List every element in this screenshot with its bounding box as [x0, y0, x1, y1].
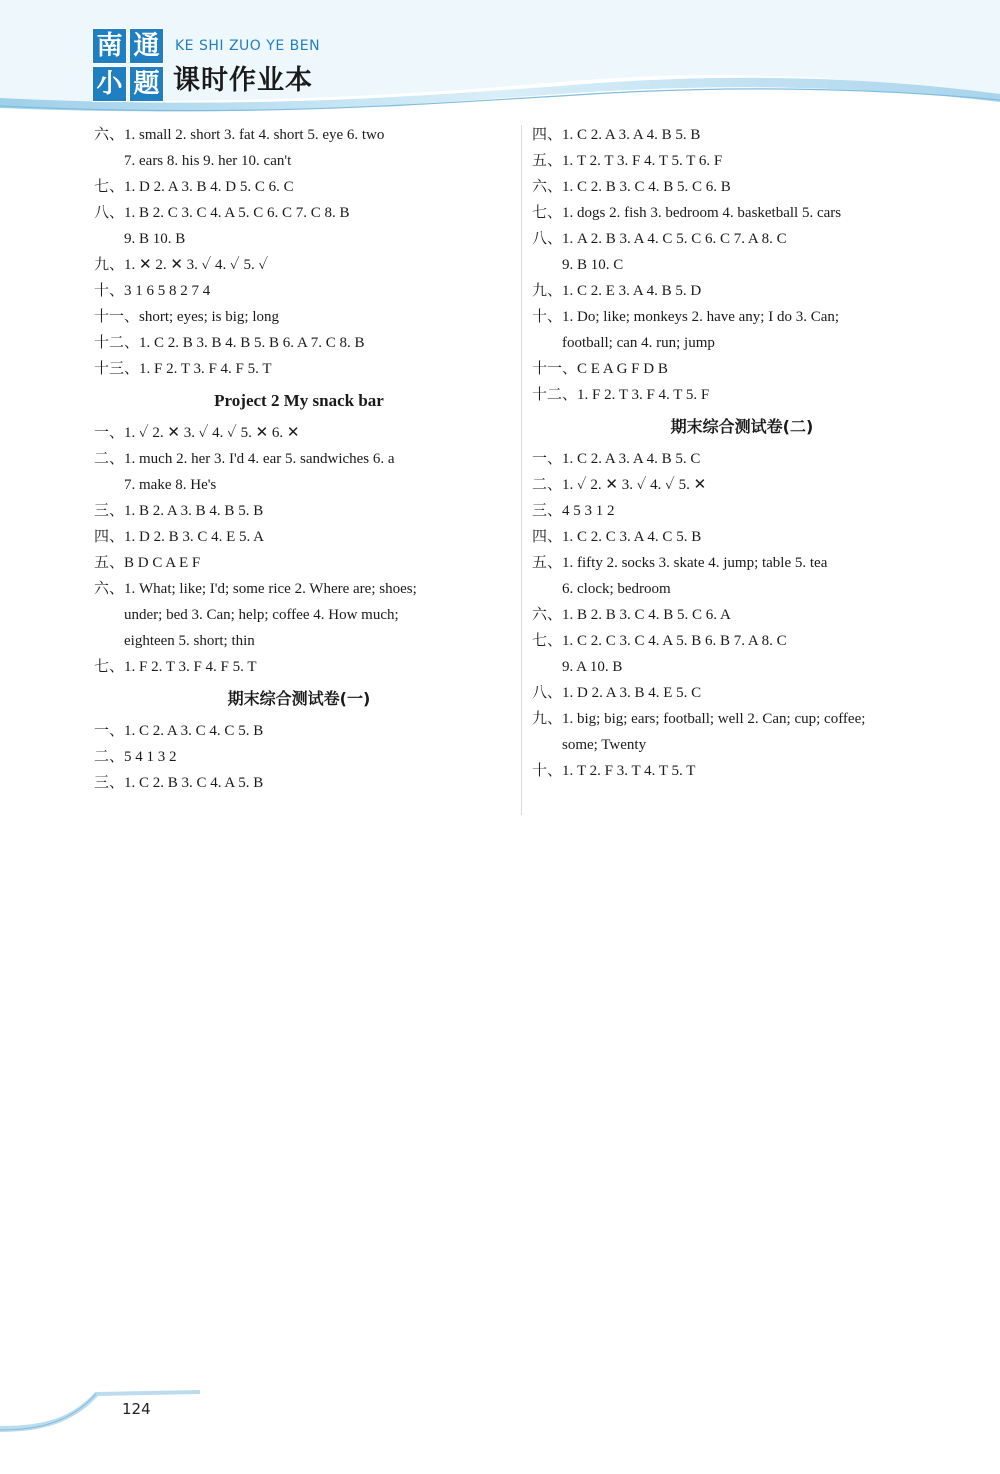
answer-line: 七、1. C 2. C 3. C 4. A 5. B 6. B 7. A 8. C [532, 633, 787, 649]
answer-line-continued: under; bed 3. Can; help; coffee 4. How much; [124, 607, 399, 623]
answer-column-left [94, 122, 504, 796]
brand-title: 课时作业本 [173, 65, 313, 96]
page-number: 124 [122, 1400, 151, 1418]
answer-line: 八、1. A 2. B 3. A 4. C 5. C 6. C 7. A 8. C [532, 231, 787, 247]
section-title: 期末综合测试卷(一) [227, 689, 371, 708]
answer-line: 八、1. B 2. C 3. C 4. A 5. C 6. C 7. C 8. B [94, 205, 350, 221]
answer-line: 三、1. C 2. B 3. C 4. A 5. B [94, 775, 264, 791]
answer-line: 十、3 1 6 5 8 2 7 4 [94, 283, 211, 299]
answer-line: 四、1. D 2. B 3. C 4. E 5. A [94, 529, 265, 545]
section-title: Project 2 My snack bar [214, 391, 384, 410]
answer-line: 二、1. much 2. her 3. I'd 4. ear 5. sandwiches 6. a [94, 451, 395, 467]
answer-line: 一、1. C 2. A 3. A 4. B 5. C [532, 451, 701, 467]
brand-pinyin: KE SHI ZUO YE BEN [175, 38, 321, 54]
answer-line: 九、1. C 2. E 3. A 4. B 5. D [532, 283, 702, 299]
column-divider [521, 125, 522, 815]
answer-line: 一、1. ✓ 2. ✕ 3. ✓ 4. ✓ 5. ✕ 6. ✕ [94, 425, 300, 441]
answer-line-continued: some; Twenty [562, 737, 647, 753]
answer-column-right [532, 122, 952, 784]
answer-line: 九、1. big; big; ears; football; well 2. Can; cup; coffee; [532, 711, 866, 727]
answer-line: 七、1. F 2. T 3. F 4. F 5. T [94, 659, 257, 675]
answer-line: 六、1. C 2. B 3. C 4. B 5. C 6. B [532, 179, 731, 195]
brand-logo [92, 28, 164, 98]
answer-line: 二、1. ✓ 2. ✕ 3. ✓ 4. ✓ 5. ✕ [532, 477, 707, 493]
footer-decoration [0, 1380, 240, 1440]
logo-char: 题 [129, 66, 164, 102]
logo-char: 南 [92, 28, 127, 64]
answer-line: 十一、short; eyes; is big; long [94, 309, 279, 325]
answer-line: 十一、C E A G F D B [532, 361, 668, 377]
logo-char: 小 [92, 66, 127, 102]
answer-line: 五、1. fifty 2. socks 3. skate 4. jump; table 5. tea [532, 555, 828, 571]
answer-line: 十二、1. F 2. T 3. F 4. T 5. F [532, 387, 710, 403]
answer-line: 四、1. C 2. A 3. A 4. B 5. B [532, 127, 701, 143]
answer-line: 二、5 4 1 3 2 [94, 749, 177, 765]
logo-char: 通 [129, 28, 164, 64]
page-header [0, 0, 1000, 120]
answer-line: 十三、1. F 2. T 3. F 4. F 5. T [94, 361, 272, 377]
answer-line: 八、1. D 2. A 3. B 4. E 5. C [532, 685, 702, 701]
answer-line-continued: 9. B 10. B [124, 231, 186, 247]
answer-line-continued: 9. A 10. B [562, 659, 623, 675]
answer-line: 三、4 5 3 1 2 [532, 503, 615, 519]
answer-line-continued: 6. clock; bedroom [562, 581, 671, 597]
answer-line: 十、1. T 2. F 3. T 4. T 5. T [532, 763, 696, 779]
answer-line: 六、1. What; like; I'd; some rice 2. Where are; shoes; [94, 581, 417, 597]
answer-line-continued: 7. make 8. He's [124, 477, 217, 493]
section-title: 期末综合测试卷(二) [670, 417, 814, 436]
answer-line: 十二、1. C 2. B 3. B 4. B 5. B 6. A 7. C 8. B [94, 335, 365, 351]
answer-line-continued: football; can 4. run; jump [562, 335, 715, 351]
answer-line: 十、1. Do; like; monkeys 2. have any; I do 3. Can; [532, 309, 840, 325]
answer-line: 六、1. B 2. B 3. C 4. B 5. C 6. A [532, 607, 731, 623]
answer-line: 五、B D C A E F [94, 555, 201, 571]
answer-line: 四、1. C 2. C 3. A 4. C 5. B [532, 529, 702, 545]
answer-line: 六、1. small 2. short 3. fat 4. short 5. eye 6. two [94, 127, 385, 143]
answer-line: 七、1. D 2. A 3. B 4. D 5. C 6. C [94, 179, 294, 195]
answer-line-continued: 9. B 10. C [562, 257, 624, 273]
answer-line: 三、1. B 2. A 3. B 4. B 5. B [94, 503, 264, 519]
answer-line: 五、1. T 2. T 3. F 4. T 5. T 6. F [532, 153, 723, 169]
answer-line: 七、1. dogs 2. fish 3. bedroom 4. basketball 5. cars [532, 205, 842, 221]
answer-line: 九、1. ✕ 2. ✕ 3. ✓ 4. ✓ 5. ✓ [94, 257, 269, 273]
answer-line-continued: 7. ears 8. his 9. her 10. can't [124, 153, 292, 169]
answer-line-continued: eighteen 5. short; thin [124, 633, 255, 649]
answer-line: 一、1. C 2. A 3. C 4. C 5. B [94, 723, 264, 739]
